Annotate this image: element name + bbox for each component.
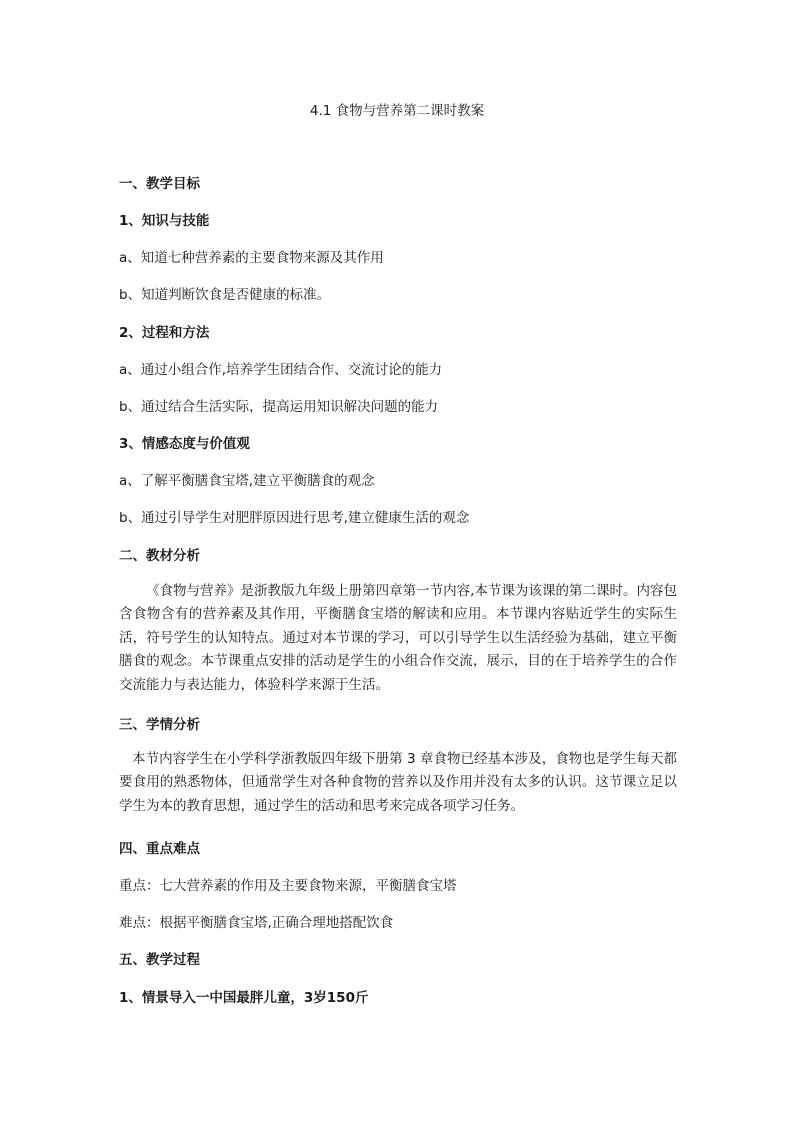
section-heading-material-analysis: 二、教材分析 [119, 548, 200, 564]
subheading-process-methods: 2、过程和方法 [119, 325, 210, 341]
student-analysis-paragraph: 本节内容学生在小学科学浙教版四年级下册第 3 章食物已经基本涉及，食物也是学生每天都要食用的熟悉物体，但通常学生对各种食物的营养以及作用并没有太多的认识。这节课立足以学生为本的教育思想，通过学生的活动和思考来完成各项学习任务。 [119, 751, 677, 814]
section-heading-key-difficult-points: 四、重点难点 [119, 841, 200, 857]
subheading-scenario-introduction: 1、情景导入一中国最胖儿童，3岁150斤 [119, 990, 369, 1006]
key-point: 重点：七大营养素的作用及主要食物来源，平衡膳食宝塔 [119, 878, 457, 894]
subheading-attitude-values: 3、情感态度与价值观 [119, 436, 250, 452]
objective-item: a、了解平衡膳食宝塔,建立平衡膳食的观念 [119, 473, 375, 489]
objective-item: a、通过小组合作,培养学生团结合作、交流讨论的能力 [119, 362, 443, 378]
objective-item: b、通过结合生活实际，提高运用知识解决问题的能力 [119, 399, 439, 415]
objective-item: b、通过引导学生对肥胖原因进行思考,建立健康生活的观念 [119, 510, 470, 526]
document-title: 4.1 食物与营养第二课时教案 [309, 103, 485, 119]
difficult-point: 难点：根据平衡膳食宝塔,正确合理地搭配饮食 [119, 915, 394, 931]
section-heading-teaching-process: 五、教学过程 [119, 952, 200, 968]
section-heading-teaching-objectives: 一、教学目标 [119, 176, 200, 192]
objective-item: b、知道判断饮食是否健康的标准。 [119, 287, 331, 303]
section-heading-student-analysis: 三、学情分析 [119, 717, 200, 733]
subheading-knowledge-skills: 1、知识与技能 [119, 213, 210, 229]
objective-item: a、知道七种营养素的主要食物来源及其作用 [119, 250, 384, 266]
material-analysis-paragraph: 《食物与营养》是浙教版九年级上册第四章第一节内容,本节课为该课的第二课时。内容包含食物含有的营养素及其作用，平衡膳食宝塔的解读和应用。本节课内容贴近学生的实际生活，符号学生的认知特点。通过对本节课的学习，可以引导学生以生活经验为基础，建立平衡膳食的观念。本节课重点安排的活动是学生的小组合作交流，展示，目的在于培养学生的合作交流能力与表达能力，体验科学来源于生活。 [119, 583, 677, 693]
